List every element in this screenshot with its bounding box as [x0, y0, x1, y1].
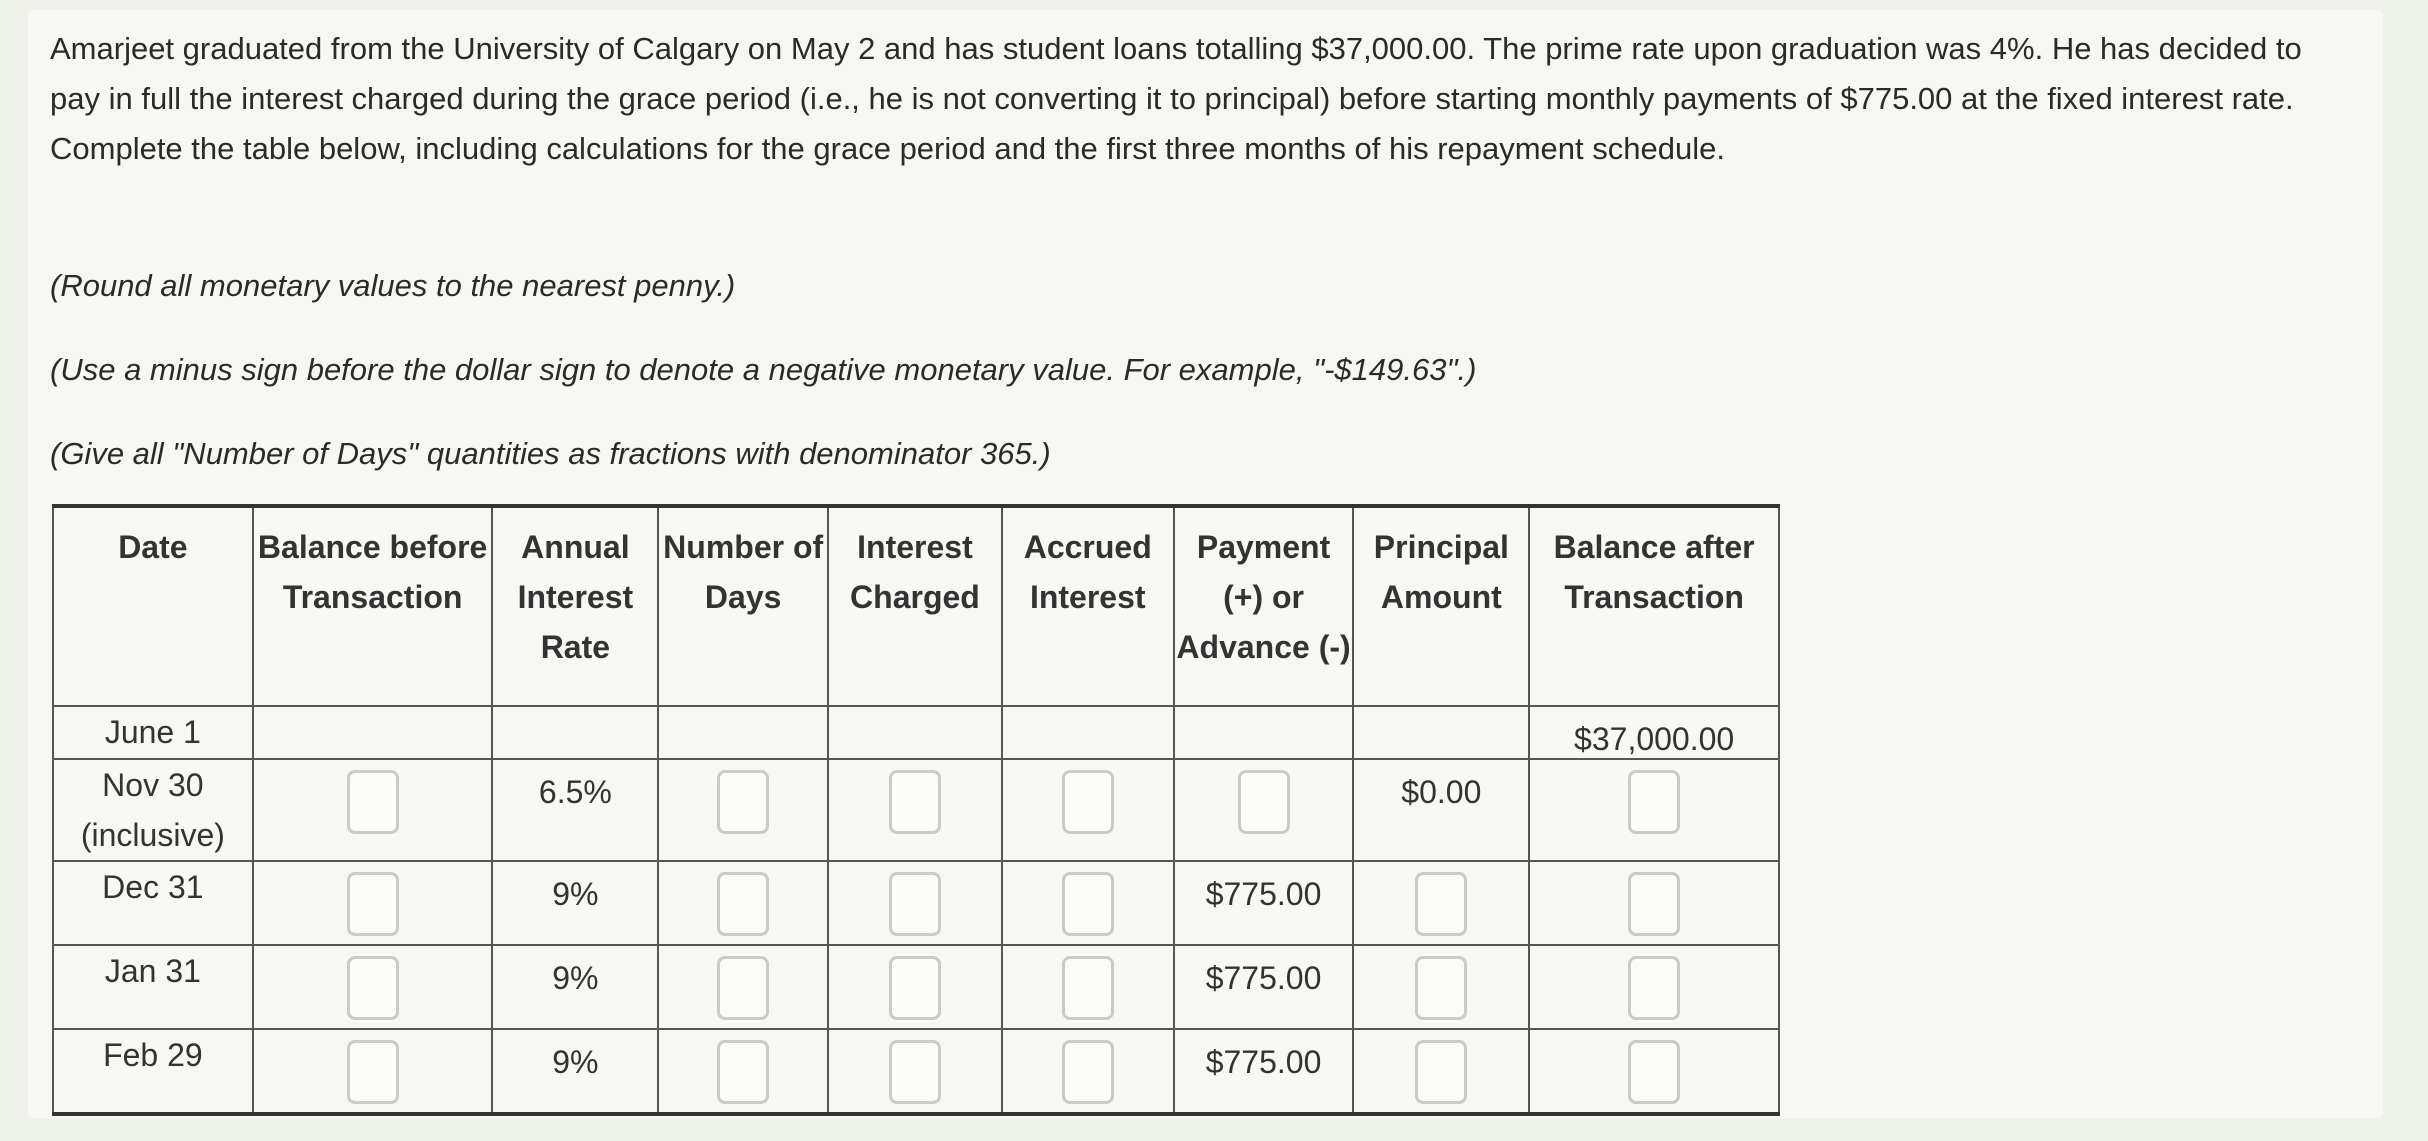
minus-sign-note: (Use a minus sign before the dollar sign to denote a negative monetary value. For example, "-$149.63".) — [50, 352, 1477, 387]
annual-rate-cell — [492, 945, 658, 1029]
number-of-days-input[interactable] — [717, 956, 769, 1020]
annual-rate-cell — [492, 706, 658, 759]
table-row — [53, 945, 1779, 1029]
header-number-of-days: Number of Days — [658, 506, 828, 706]
number-of-days-input[interactable] — [717, 770, 769, 834]
interest-charged-cell — [828, 945, 1002, 1029]
accrued-interest-cell — [1002, 1029, 1174, 1114]
accrued-interest-cell — [1002, 861, 1174, 945]
accrued-interest-input[interactable] — [1062, 1040, 1114, 1104]
principal-input[interactable] — [1415, 956, 1467, 1020]
payment-cell — [1174, 706, 1354, 759]
principal-value: $0.00 — [1401, 774, 1482, 810]
payment-cell — [1174, 945, 1354, 1029]
row-date: Feb 29 — [53, 1029, 253, 1114]
payment-cell — [1174, 759, 1354, 861]
balance-before-cell — [253, 861, 493, 945]
annual-rate-cell — [492, 861, 658, 945]
principal-input[interactable] — [1415, 1040, 1467, 1104]
interest-charged-input[interactable] — [889, 770, 941, 834]
balance-before-input[interactable] — [347, 956, 399, 1020]
balance-after-cell — [1529, 861, 1779, 945]
payment-cell — [1174, 861, 1354, 945]
header-annual-rate: Annual Interest Rate — [492, 506, 658, 706]
row-date: Nov 30 (inclusive) — [53, 759, 253, 861]
accrued-interest-input[interactable] — [1062, 956, 1114, 1020]
row-date: Jan 31 — [53, 945, 253, 1029]
balance-after-cell — [1529, 759, 1779, 861]
accrued-interest-input[interactable] — [1062, 872, 1114, 936]
balance-before-input[interactable] — [347, 872, 399, 936]
balance-after-cell — [1529, 945, 1779, 1029]
accrued-interest-cell — [1002, 945, 1174, 1029]
interest-charged-cell — [828, 1029, 1002, 1114]
principal-cell — [1353, 759, 1529, 861]
balance-after-value: $37,000.00 — [1574, 721, 1735, 757]
principal-cell — [1353, 1029, 1529, 1114]
principal-cell — [1353, 945, 1529, 1029]
annual-rate-value: 9% — [552, 1044, 599, 1080]
row-date: Dec 31 — [53, 861, 253, 945]
number-of-days-cell — [658, 945, 828, 1029]
question-text: Amarjeet graduated from the University of Calgary on May 2 and has student loans totalling $37,000.00. The prime rate upon graduation was 4%. He has decided to pay in full the interest charged during the grace period (i.e., he is not converting it to principal) before starting monthly payments of $775.00 at the fixed interest rate. Complete the table below, including calculations for the grace period and the first three months of his repayment schedule. — [50, 31, 2302, 166]
interest-charged-cell — [828, 861, 1002, 945]
number-of-days-cell — [658, 861, 828, 945]
balance-after-cell — [1529, 1029, 1779, 1114]
annual-rate-value: 6.5% — [538, 774, 612, 810]
repayment-schedule-table — [52, 504, 1780, 1116]
annual-rate-cell — [492, 1029, 658, 1114]
principal-input[interactable] — [1415, 872, 1467, 936]
days-fraction-note: (Give all "Number of Days" quantities as fractions with denominator 365.) — [50, 436, 1051, 471]
accrued-interest-cell — [1002, 706, 1174, 759]
balance-before-cell — [253, 706, 493, 759]
balance-before-input[interactable] — [347, 1040, 399, 1104]
header-balance-after: Balance after Transaction — [1529, 506, 1779, 706]
balance-before-input[interactable] — [347, 770, 399, 834]
balance-before-cell — [253, 759, 493, 861]
rounding-note: (Round all monetary values to the nearest penny.) — [50, 268, 736, 303]
number-of-days-input[interactable] — [717, 1040, 769, 1104]
balance-before-cell — [253, 1029, 493, 1114]
number-of-days-cell — [658, 1029, 828, 1114]
table-row — [53, 759, 1779, 861]
payment-value: $775.00 — [1205, 960, 1322, 996]
principal-cell — [1353, 706, 1529, 759]
header-interest-charged: Interest Charged — [828, 506, 1002, 706]
balance-after-input[interactable] — [1628, 770, 1680, 834]
balance-after-input[interactable] — [1628, 1040, 1680, 1104]
accrued-interest-cell — [1002, 759, 1174, 861]
payment-input[interactable] — [1238, 770, 1290, 834]
number-of-days-cell — [658, 759, 828, 861]
annual-rate-cell — [492, 759, 658, 861]
balance-before-cell — [253, 945, 493, 1029]
payment-value: $775.00 — [1205, 1044, 1322, 1080]
table-row — [53, 1029, 1779, 1114]
annual-rate-value: 9% — [552, 960, 599, 996]
payment-value: $775.00 — [1205, 876, 1322, 912]
interest-charged-input[interactable] — [889, 1040, 941, 1104]
row-date: June 1 — [53, 706, 253, 759]
header-accrued-interest: Accrued Interest — [1002, 506, 1174, 706]
interest-charged-input[interactable] — [889, 956, 941, 1020]
number-of-days-cell — [658, 706, 828, 759]
balance-after-input[interactable] — [1628, 956, 1680, 1020]
header-balance-before: Balance before Transaction — [253, 506, 493, 706]
annual-rate-value: 9% — [552, 876, 599, 912]
table-row — [53, 861, 1779, 945]
interest-charged-input[interactable] — [889, 872, 941, 936]
interest-charged-cell — [828, 759, 1002, 861]
table-row — [53, 706, 1779, 759]
payment-cell — [1174, 1029, 1354, 1114]
header-principal-amount: Principal Amount — [1353, 506, 1529, 706]
header-payment-or-advance: Payment (+) or Advance (-) — [1174, 506, 1354, 706]
balance-after-input[interactable] — [1628, 872, 1680, 936]
header-row — [53, 506, 1779, 706]
interest-charged-cell — [828, 706, 1002, 759]
header-date: Date — [53, 506, 253, 706]
number-of-days-input[interactable] — [717, 872, 769, 936]
principal-cell — [1353, 861, 1529, 945]
accrued-interest-input[interactable] — [1062, 770, 1114, 834]
balance-after-cell — [1529, 706, 1779, 759]
